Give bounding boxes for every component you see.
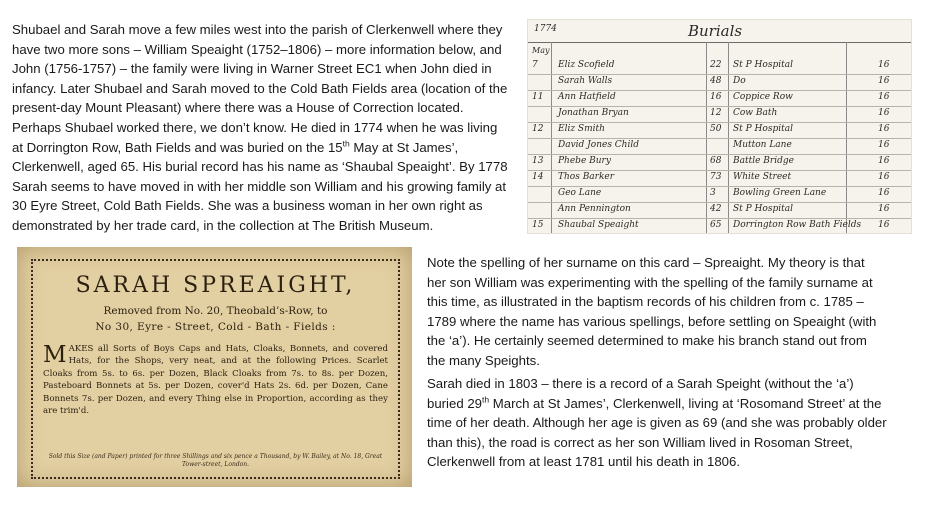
register-cell-abode: St P Hospital: [733, 204, 793, 214]
note-paragraph: Note the spelling of her surname on this card – Spreaight. My theory is that her son William was experimenting with the spelling of the family surname at this time, as illustrated in the baptism records of his children from c. 1785 – 1789 where the name has various spellings, before settling on Speaight (with the ‘a’). He certainly seemed determined to make his branch stand out from the many Speights.: [427, 255, 877, 368]
register-cell-fee: 16: [878, 92, 890, 102]
intro-text-part1: Shubael and Sarah move a few miles west into the parish of Clerkenwell where they have two more sons – William Speaight (1752–1806) – more information below, and John (1756-1757) – the family were living in Warner Street EC1 when John died in infancy. Later Shubael and Sarah moved to the Cold Bath Fields area (location of the present-day Mount Pleasant) where there was a House of Correction located. Perhaps Shubael worked there, we don’t know. He died in 1774 when he was living at Dorrington Row, Bath Fields and was buried on the 15: [12, 22, 508, 155]
trade-card-body-text: AKES all Sorts of Boys Caps and Hats, Cloaks, Bonnets, and covered Hats, for the Shops, very neat, and at the following Prices. Scarlet Cloaks from 5s. to 6s. per Dozen, Black Cloaks from 7s. to 8s. per Dozen, Pasteboard Bonnets at 5s. per Dozen, cover'd Hats 2s. 6d. per Dozen, Cane Bonnets 7s. per Dozen, and every Thing else in Proportion, according as they are trim'd.: [43, 344, 388, 417]
register-row: [528, 58, 911, 75]
register-cell-name: Sarah Walls: [558, 76, 613, 86]
register-cell-fee: 16: [878, 156, 890, 166]
trade-card-title: SARAH SPREAIGHT,: [75, 273, 356, 298]
register-cell-name: David Jones Child: [558, 140, 639, 150]
trade-card-body: [43, 343, 388, 417]
intro-text-part2: May at St James’, Clerkenwell, aged 65. His burial record has his name as ‘Shaubal Speaight’. By 1778 Sarah seems to have moved in with her middle son William and his growing family at 30 Eyre Street, Cold Bath Fields. She was a business woman in her own right as demonstrated by her trade card, in the collection at The British Museum.: [12, 139, 508, 233]
register-cell-name: Phebe Bury: [558, 156, 611, 166]
register-cell-name: Ann Hatfield: [558, 92, 616, 102]
intro-ordinal: th: [342, 138, 350, 149]
register-cell-abode: St P Hospital: [733, 60, 793, 70]
register-row: [528, 90, 911, 107]
death-paragraph: [427, 374, 887, 472]
register-cell-name: Shaubal Speaight: [558, 220, 639, 230]
register-row: [528, 122, 911, 139]
register-cell-abode: Battle Bridge: [733, 156, 794, 166]
register-cell-age: 65: [710, 220, 722, 230]
register-cell-fee: 16: [878, 204, 890, 214]
trade-card-removed: Removed from No. 20, Theobald’s-Row, to: [103, 305, 328, 317]
register-cell-abode: White Street: [733, 172, 792, 182]
register-row: [528, 74, 911, 91]
register-cell-name: Eliz Smith: [558, 124, 605, 134]
register-cell-day: 14: [532, 172, 544, 182]
trade-card-footer: Sold this Size (and Paper) printed for three Shillings and six pence a Thousand, by W. Bailey, at No. 18, Great Tower-street, London.: [48, 453, 383, 468]
register-cell-fee: 16: [878, 108, 890, 118]
intro-paragraph: [12, 20, 508, 236]
register-cell-fee: 16: [878, 220, 890, 230]
register-cell-day: 15: [532, 220, 544, 230]
register-cell-age: 22: [710, 60, 722, 70]
register-cell-age: 42: [710, 204, 722, 214]
register-cell-age: 73: [710, 172, 722, 182]
register-cell-abode: Do: [733, 76, 746, 86]
register-month: May: [532, 46, 550, 55]
trade-card-drop-cap: M: [43, 342, 67, 368]
trade-card-border: [31, 259, 400, 479]
register-cell-fee: 16: [878, 76, 890, 86]
register-cell-age: 12: [710, 108, 722, 118]
register-row: [528, 170, 911, 187]
death-text-part1: Sarah died in 1803 – there is a record of a Sarah Speight (without the ‘a’) buried 29: [427, 376, 854, 411]
register-cell-age: 3: [710, 188, 716, 198]
register-cell-name: Thos Barker: [558, 172, 615, 182]
register-row: [528, 106, 911, 123]
death-ordinal: th: [482, 394, 490, 405]
register-cell-abode: St P Hospital: [733, 124, 793, 134]
register-cell-abode: Coppice Row: [733, 92, 793, 102]
register-cell-fee: 16: [878, 140, 890, 150]
register-cell-day: 11: [532, 92, 544, 102]
register-cell-name: Eliz Scofield: [558, 60, 615, 70]
death-text-part2: March at St James’, Clerkenwell, living at ‘Rosomand Street’ at the time of her death. Although her age is given as 69 (and she was probably older than this), the road is correct as her son William lived in Rosoman Street, Clerkenwell from at least 1781 until his death in 1806.: [427, 395, 887, 470]
register-cell-abode: Dorrington Row Bath Fields: [733, 220, 862, 230]
register-cell-age: 50: [710, 124, 722, 134]
register-cell-fee: 16: [878, 188, 890, 198]
register-cell-age: 16: [710, 92, 722, 102]
register-cell-fee: 16: [878, 60, 890, 70]
register-cell-name: Jonathan Bryan: [558, 108, 629, 118]
trade-card-address: No 30, Eyre - Street, Cold - Bath - Fields :: [95, 321, 336, 333]
register-row: [528, 202, 911, 219]
register-heading: Burials: [688, 22, 743, 40]
register-row: [528, 186, 911, 203]
register-header-rule: [528, 42, 911, 43]
burial-register-image: [527, 19, 912, 234]
register-cell-age: 68: [710, 156, 722, 166]
register-cell-name: Geo Lane: [558, 188, 602, 198]
register-row: [528, 138, 911, 155]
register-row: [528, 154, 911, 171]
register-cell-day: 13: [532, 156, 544, 166]
register-cell-abode: Bowling Green Lane: [733, 188, 827, 198]
register-cell-age: 48: [710, 76, 722, 86]
register-cell-abode: Cow Bath: [733, 108, 778, 118]
register-cell-name: Ann Pennington: [558, 204, 631, 214]
register-cell-fee: 16: [878, 124, 890, 134]
register-cell-fee: 16: [878, 172, 890, 182]
register-year: 1774: [534, 24, 557, 34]
register-cell-day: 12: [532, 124, 544, 134]
register-row: [528, 218, 911, 234]
register-cell-abode: Mutton Lane: [733, 140, 792, 150]
trade-card-image: [17, 247, 412, 487]
register-cell-day: 7: [532, 60, 538, 70]
